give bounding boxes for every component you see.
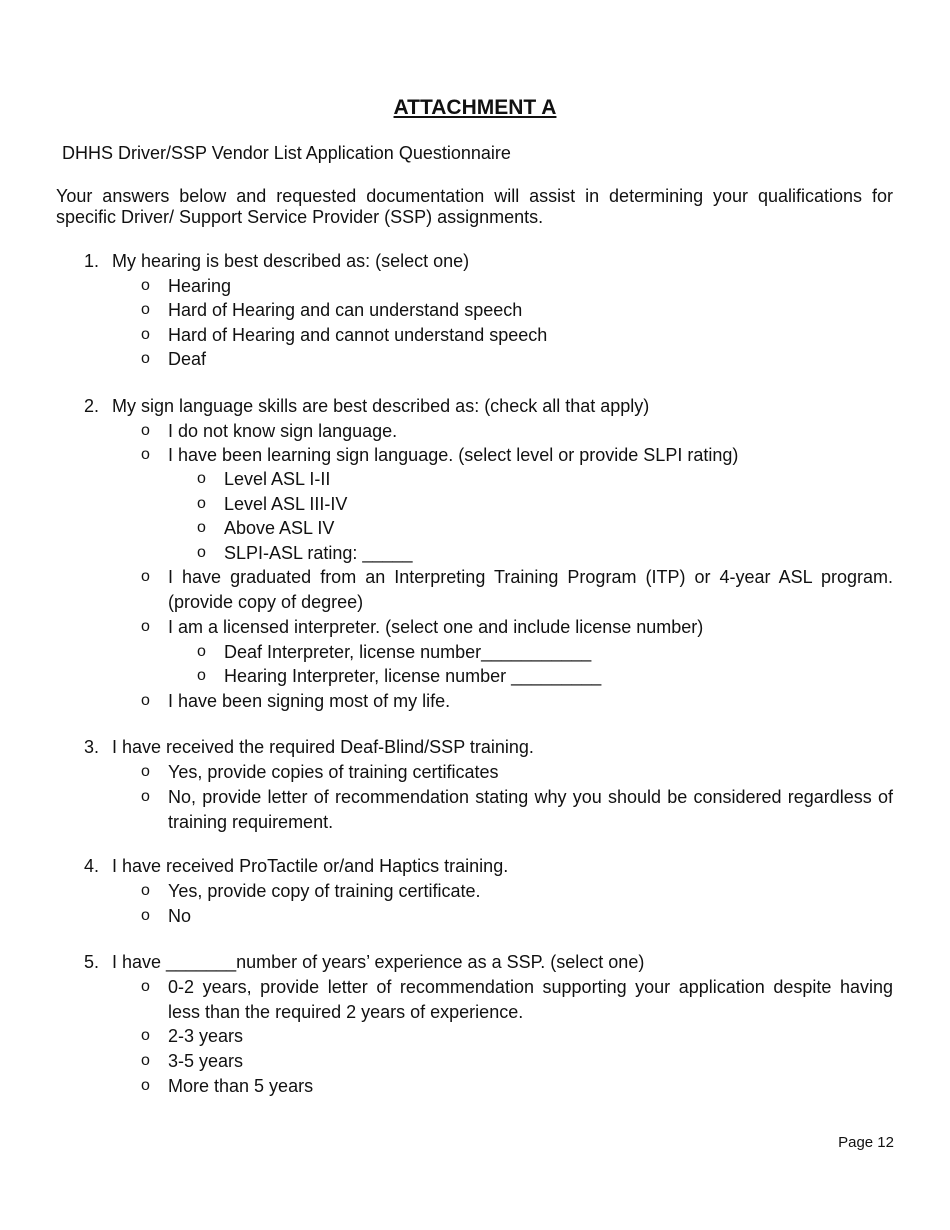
option-text: More than 5 years [168, 1076, 314, 1096]
bullet-icon: o [141, 277, 150, 294]
question-text: I have received ProTactile or/and Haptics training. [112, 856, 509, 876]
bullet-icon: o [141, 978, 150, 995]
question-number: 3. [84, 737, 100, 757]
question-text: My sign language skills are best described as: (check all that apply) [112, 396, 650, 416]
question-text: My hearing is best described as: (select one) [112, 251, 470, 271]
bullet-icon: o [141, 907, 150, 924]
option-text: Level ASL I-II [224, 469, 331, 489]
document-subtitle: DHHS Driver/SSP Vendor List Application Questionnaire [62, 143, 511, 163]
option-text: Deaf [168, 349, 207, 369]
question-number: 4. [84, 856, 100, 876]
bullet-icon: o [197, 544, 206, 561]
option-text: SLPI-ASL rating: _____ [224, 543, 413, 563]
bullet-icon: o [197, 667, 206, 684]
option-text-wrapped: No, provide letter of recommendation stating why you should be considered regardless of training requirement. [168, 787, 893, 832]
bullet-icon: o [141, 568, 150, 585]
page-number: Page 12 [838, 1134, 894, 1151]
bullet-icon: o [141, 446, 150, 463]
bullet-icon: o [141, 1052, 150, 1069]
option-text: I am a licensed interpreter. (select one and include license number) [168, 617, 704, 637]
question-number: 2. [84, 396, 100, 416]
option-text: Hearing Interpreter, license number _________ [224, 666, 602, 686]
bullet-icon: o [141, 763, 150, 780]
bullet-icon: o [197, 643, 206, 660]
option-text: Above ASL IV [224, 518, 335, 538]
option-text: Deaf Interpreter, license number___________ [224, 642, 592, 662]
page-title: ATTACHMENT A [393, 96, 557, 119]
option-text: Hard of Hearing and can understand speech [168, 300, 523, 320]
bullet-icon: o [141, 326, 150, 343]
bullet-icon: o [141, 1077, 150, 1094]
bullet-icon: o [141, 1027, 150, 1044]
option-text: Hearing [168, 276, 232, 296]
option-text: Level ASL III-IV [224, 494, 348, 514]
option-text: I have been signing most of my life. [168, 691, 451, 711]
bullet-icon: o [141, 422, 150, 439]
option-text-wrapped: I have graduated from an Interpreting Training Program (ITP) or 4-year ASL program. (provide copy of degree) [168, 567, 893, 612]
intro-paragraph: Your answers below and requested documentation will assist in determining your qualifications for specific Driver/ Support Service Provider (SSP) assignments. [56, 186, 893, 227]
bullet-icon: o [141, 692, 150, 709]
bullet-icon: o [197, 519, 206, 536]
bullet-icon: o [197, 495, 206, 512]
option-text: 2-3 years [168, 1026, 244, 1046]
option-text: 3-5 years [168, 1051, 244, 1071]
question-number: 1. [84, 251, 100, 271]
bullet-icon: o [141, 882, 150, 899]
option-text: Yes, provide copies of training certificates [168, 762, 499, 782]
question-text: I have _______number of years’ experience as a SSP. (select one) [112, 952, 645, 972]
option-text: I have been learning sign language. (select level or provide SLPI rating) [168, 445, 739, 465]
option-text: I do not know sign language. [168, 421, 398, 441]
bullet-icon: o [141, 350, 150, 367]
bullet-icon: o [141, 301, 150, 318]
bullet-icon: o [141, 618, 150, 635]
option-text-wrapped: 0-2 years, provide letter of recommendation supporting your application despite having less than the required 2 years of experience. [168, 977, 893, 1022]
option-text: No [168, 906, 192, 926]
bullet-icon: o [141, 788, 150, 805]
option-text: Hard of Hearing and cannot understand speech [168, 325, 548, 345]
option-text: Yes, provide copy of training certificate. [168, 881, 481, 901]
question-text: I have received the required Deaf-Blind/SSP training. [112, 737, 534, 757]
question-number: 5. [84, 952, 100, 972]
bullet-icon: o [197, 470, 206, 487]
